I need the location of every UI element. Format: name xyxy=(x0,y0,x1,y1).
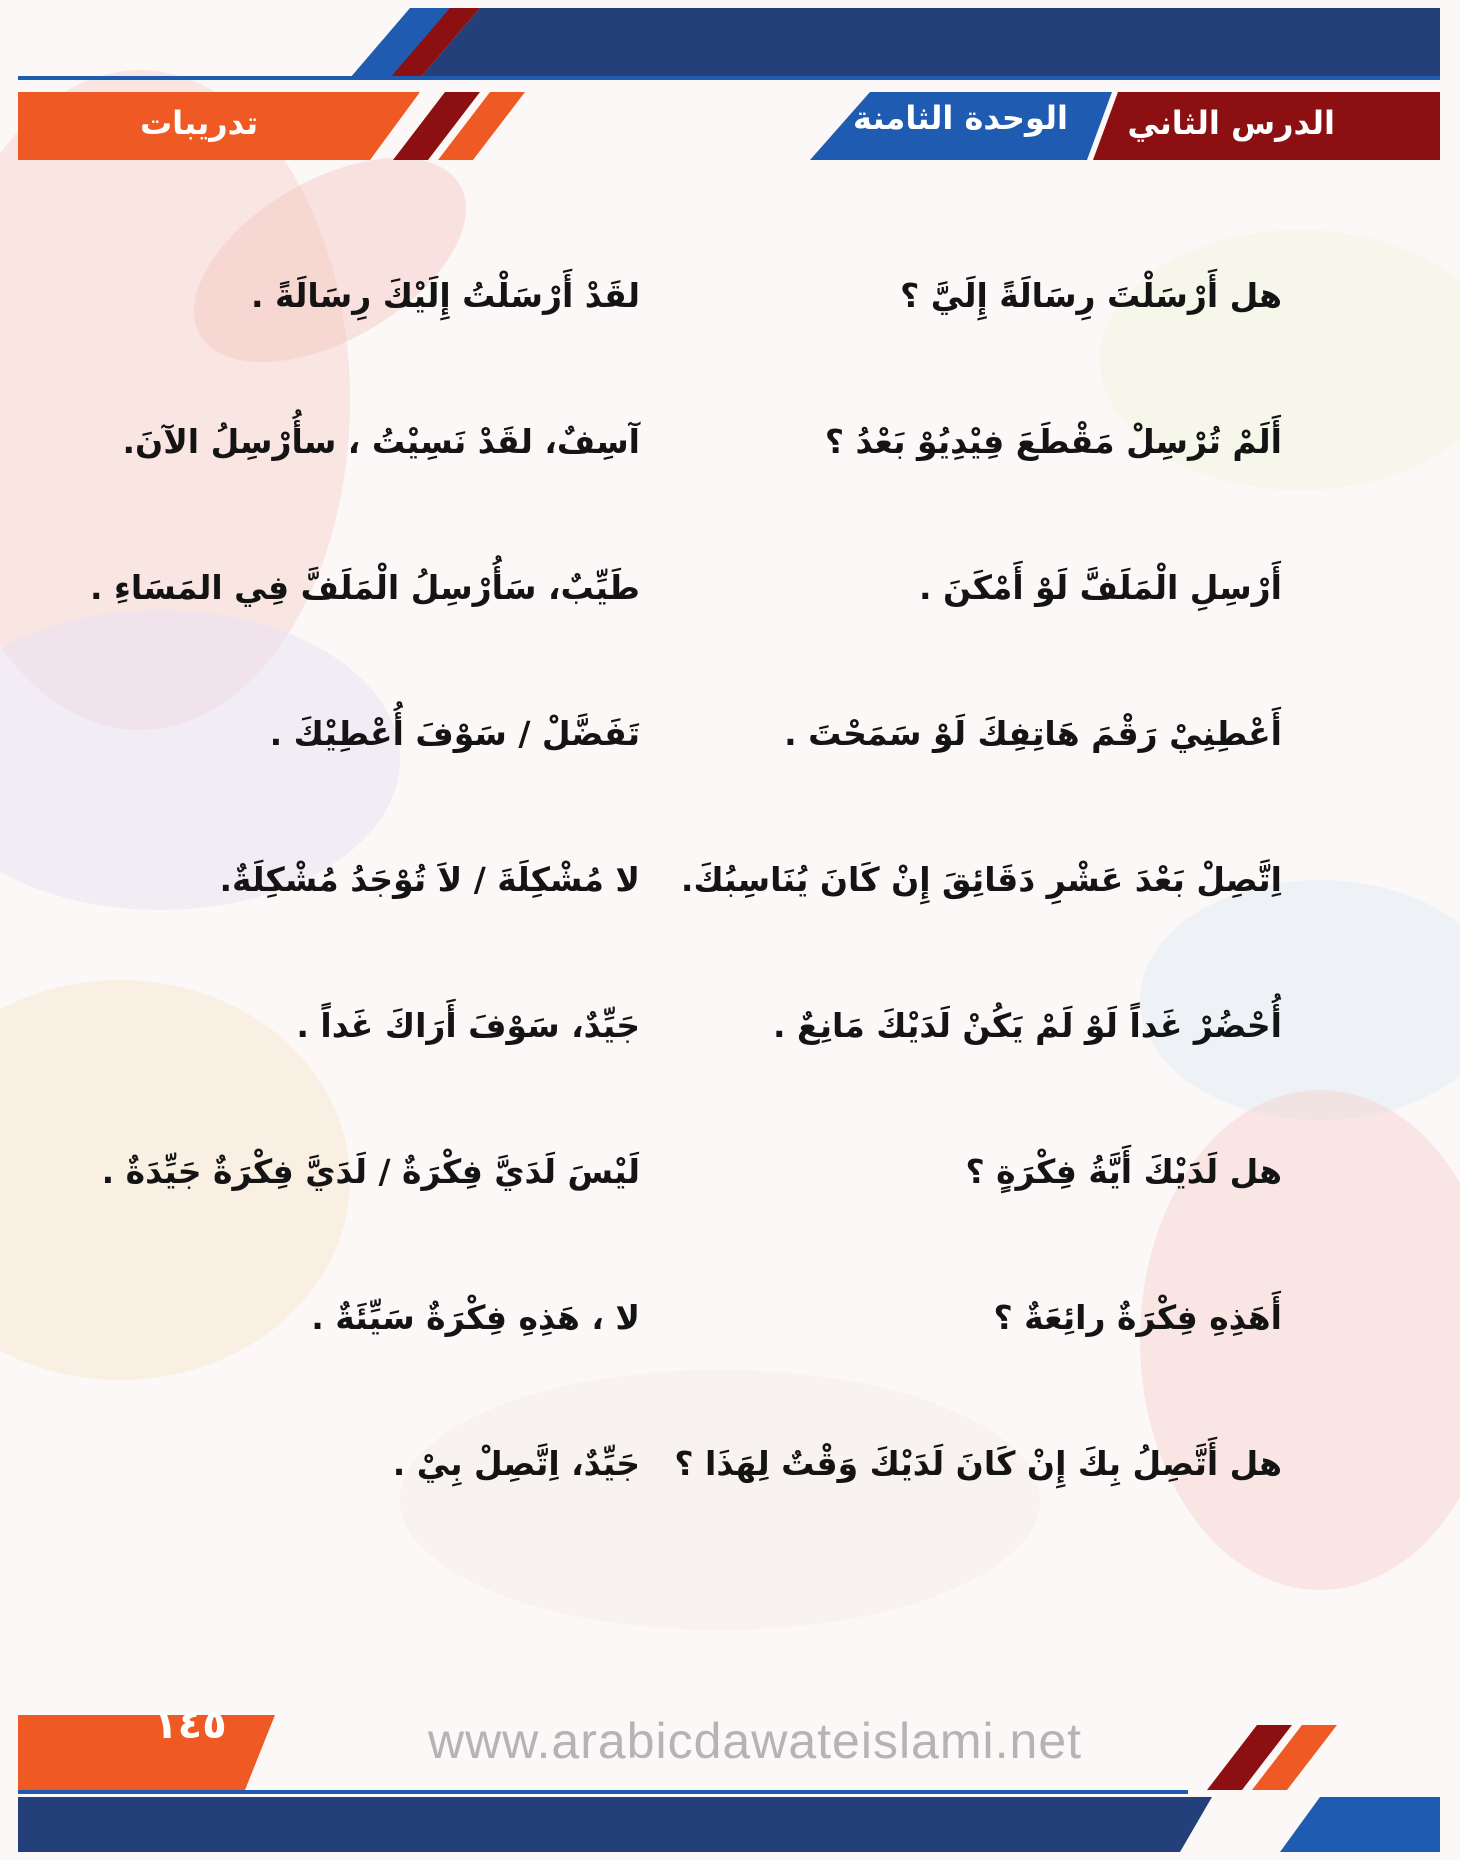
answer-2: آسِفٌ، لقَدْ نَسِيْتُ ، سأُرْسِلُ الآنَ. xyxy=(122,422,640,461)
answer-5: لا مُشْكِلَةَ / لاَ تُوْجَدُ مُشْكِلَةٌ. xyxy=(219,860,640,899)
answer-8: لا ، هَذِهِ فِكْرَةٌ سَيِّئَةٌ . xyxy=(311,1298,640,1337)
question-4: أَعْطِنِيْ رَقْمَ هَاتِفِكَ لَوْ سَمَحْتَ . xyxy=(784,714,1282,753)
question-3: أَرْسِلِ الْمَلَفَّ لَوْ أَمْكَنَ . xyxy=(918,568,1282,607)
unit-title: الوحدة الثامنة xyxy=(853,99,1068,137)
question-6: أُحْضُرْ غَداً لَوْ لَمْ يَكُنْ لَدَيْكَ مَانِعٌ . xyxy=(773,1006,1282,1045)
answer-6: جَيِّدٌ، سَوْفَ أَرَاكَ غَداً . xyxy=(296,1006,640,1045)
question-2: أَلَمْ تُرْسِلْ مَقْطَعَ فِيْدِيُوْ بَعْدُ ؟ xyxy=(824,422,1282,461)
answer-9: جَيِّدٌ، اِتَّصِلْ بِيْ . xyxy=(392,1444,640,1483)
website-watermark: www.arabicdawateislami.net xyxy=(427,1713,1083,1769)
question-5: اِتَّصِلْ بَعْدَ عَشْرِ دَقَائِقَ إِنْ كَانَ يُنَاسِبُكَ. xyxy=(680,860,1282,899)
lesson-title: الدرس الثاني xyxy=(1127,104,1335,142)
answer-4: تَفَضَّلْ / سَوْفَ أُعْطِيْكَ . xyxy=(269,714,640,753)
section-title: تدريبات xyxy=(140,104,259,142)
answer-1: لقَدْ أَرْسَلْتُ إِلَيْكَ رِسَالَةً . xyxy=(250,276,640,315)
question-8: أَهَذِهِ فِكْرَةٌ رائِعَةٌ ؟ xyxy=(993,1298,1282,1337)
answer-3: طَيِّبٌ، سَأُرْسِلُ الْمَلَفَّ فِي المَسَاءِ . xyxy=(89,568,640,607)
answer-7: لَيْسَ لَدَيَّ فِكْرَةٌ / لَدَيَّ فِكْرَةٌ جَيِّدَةٌ . xyxy=(101,1152,640,1191)
page-number: ١٤٥ xyxy=(153,1702,227,1748)
question-7: هل لَدَيْكَ أَيَّةُ فِكْرَةٍ ؟ xyxy=(965,1152,1282,1191)
question-1: هل أَرْسَلْتَ رِسَالَةً إِلَيَّ ؟ xyxy=(900,276,1282,315)
question-9: هل أَتَّصِلُ بِكَ إِنْ كَانَ لَدَيْكَ وَقْتٌ لِهَذَا ؟ xyxy=(674,1444,1282,1483)
